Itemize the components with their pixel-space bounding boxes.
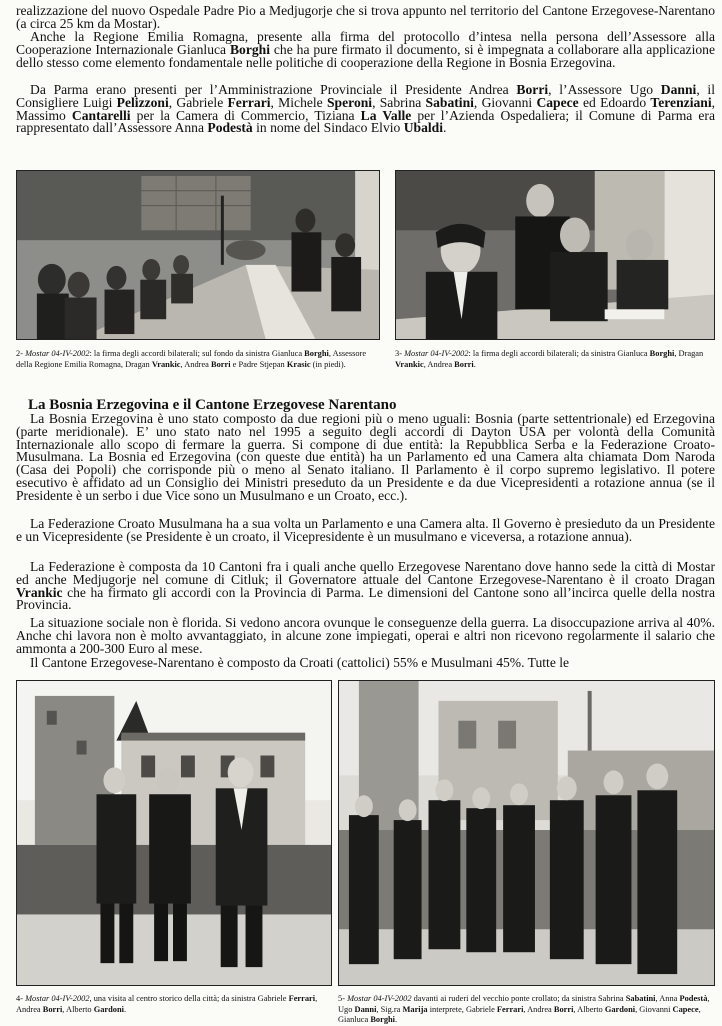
- bold-name: Danni: [660, 82, 697, 97]
- section-paragraph-3: [16, 561, 715, 612]
- bold-name: Borri: [211, 359, 231, 369]
- bold-name: Borghi: [370, 1015, 395, 1025]
- photo-signing-room: [16, 170, 380, 340]
- text-segment: : la firma degli accordi bilaterali; da sinistra Gianluca: [468, 349, 650, 358]
- text-segment: , Giovanni: [473, 94, 537, 110]
- text-segment: , Assessore della Regione Emilia Romagna, Dragan: [16, 349, 367, 369]
- text-segment: La situazione sociale non è florida. Si vedono ancora ovunque le conseguenze della guerra. La disoccupazione arriva al 40%. Anche chi lavora non è molto avvantaggiato, in alcune zone impiegati, operai e altri non ricevono regolarmente il salario che ammonta a 200-300 Euro al mese.: [16, 615, 715, 656]
- text-segment: : la firma degli accordi bilaterali; sul fondo da sinistra Gianluca: [89, 349, 305, 358]
- text-segment: , Sig.ra: [376, 1004, 403, 1014]
- text-segment: per l’Azienda Ospedaliera; il Comune di Parma era rappresentato dall’Assessore Anna: [16, 107, 715, 136]
- text-segment: , Anna: [655, 994, 680, 1003]
- bold-name: Borri: [454, 359, 474, 369]
- text-segment: .: [443, 120, 447, 136]
- caption-photo-2: [16, 349, 380, 370]
- text-segment: , una visita al centro storico della città; da sinistra Gabriele: [89, 994, 289, 1003]
- text-segment: .: [123, 1004, 127, 1014]
- text-segment: , Gabriele: [168, 94, 228, 110]
- bold-name: Sabatini: [425, 94, 474, 110]
- bold-name: Borghi: [649, 349, 675, 358]
- italic-text: Mostar 04-IV-2002: [347, 994, 412, 1003]
- bold-name: Terenziani: [650, 94, 712, 110]
- bold-name: Ubaldi: [403, 120, 444, 136]
- caption-photo-3: [395, 349, 715, 370]
- italic-text: Mostar 04-IV-2002: [25, 349, 90, 358]
- bold-name: Ferrari: [227, 94, 271, 110]
- bold-name: Podestà: [207, 120, 253, 136]
- bold-name: Vrankic: [16, 584, 63, 600]
- bold-name: Speroni: [327, 94, 373, 110]
- text-segment: , Michele: [270, 94, 327, 110]
- bold-name: Danni: [354, 1004, 377, 1014]
- text-segment: Da Parma erano presenti per l’Amministrazione Provinciale il Presidente Andrea: [30, 82, 517, 97]
- photo-signing-closeup: [395, 170, 715, 340]
- bold-name: Cantarelli: [71, 107, 131, 123]
- text-segment: 4-: [16, 994, 26, 1003]
- text-segment: , il Consigliere Luigi: [16, 82, 715, 110]
- bold-name: Pelizzoni: [116, 94, 169, 110]
- bold-name: Capece: [672, 1004, 699, 1014]
- intro-paragraph-2: [16, 31, 715, 69]
- section-heading: La Bosnia Erzegovina e il Cantone Erzegovese Narentano: [28, 397, 397, 413]
- text-segment: La Federazione Croato Musulmana ha a sua volta un Parlamento e una Camera alta. Il Governo è presieduto da un Presidente e un Vicepresidente (se Presidente è un croato, il Vicepresidente è un musulmano e viceversa, a rotazione annua).: [16, 516, 715, 544]
- text-segment: La Federazione è composta da 10 Cantoni fra i quali anche quello Erzegovese Narentano dove hanno sede la città di Mostar ed anche Medjugorje nel comune di Citluk; il Governatore attuale del Cantone Erzegovese-Narentano è il croato Dragan: [16, 559, 715, 587]
- text-segment: , Sabrina: [372, 94, 426, 110]
- text-segment: Il Cantone Erzegovese-Narentano è composto da Croati (cattolici) 55% e Musulmani 45%. Tutte le: [30, 655, 570, 670]
- photo-old-bridge-ruins: [338, 680, 715, 986]
- bold-name: Krasic: [286, 359, 311, 369]
- bold-name: Borri: [553, 1004, 574, 1014]
- text-segment: , Alberto: [573, 1004, 605, 1014]
- text-segment: per la Camera di Commercio, Tiziana: [130, 107, 361, 123]
- text-segment: , Andrea: [180, 359, 211, 369]
- italic-text: Mostar 04-IV-2002: [404, 349, 469, 358]
- text-segment: , Giovanni: [635, 1004, 673, 1014]
- text-segment: , l’Assessore Ugo: [548, 82, 661, 97]
- text-segment: , Andrea: [423, 359, 455, 369]
- text-segment: e Padre Stjepan: [230, 359, 287, 369]
- bold-name: Sabatini: [625, 994, 656, 1003]
- bold-name: Gardoni: [93, 1004, 124, 1014]
- bold-name: Gardoni: [604, 1004, 636, 1014]
- text-segment: La Bosnia Erzegovina è uno stato composto da due regioni più o meno uguali: Bosnia (parte settentrionale) ed Erzegovina (parte meridionale). E’ uno stato nato nel 1995 a seguito degli accordi di Dayton USA per volontà della Comunità Internazionale allo scopo di fermare la guerra. Si compone di due entità: la Repubblica Serba e la Federazione Croato-Musulmana. La Bosnia ed Erzegovina (con queste due entità) ha un Parlamento ed una Camera alta chiamata Dom Naroda (Casa dei Popoli) che corrisponde più o meno al Senato italiano. Il Parlamento è il corpo supremo legislativo. Il potere esecutivo è affidato ad un Consiglio dei Ministri preseduto da un Presidente e da due Vicepresidenti a rotazione annua (se il Presidente è un serbo i due Vice sono un Musulmano e un Croato, ecc.).: [16, 411, 715, 503]
- bold-name: Borghi: [229, 41, 270, 57]
- text-segment: , Massimo: [16, 94, 716, 123]
- bold-name: Vrankic: [151, 359, 181, 369]
- bold-name: Borghi: [304, 349, 329, 358]
- bold-name: Ferrari: [496, 1004, 524, 1014]
- section-paragraph-4: [16, 617, 715, 655]
- text-segment: 3-: [395, 349, 405, 358]
- italic-text: Mostar 04-IV-2002: [25, 994, 90, 1003]
- bold-name: La Valle: [360, 107, 412, 123]
- text-segment: che ha pure firmato il documento, si è impegnata a collaborare alla applicazione dello stesso come elemento fondamentale nelle politiche di cooperazione della Regione in Bosnia Erzegovina.: [16, 41, 715, 70]
- text-segment: (in piedi).: [310, 359, 346, 369]
- bold-name: Marija: [402, 1004, 428, 1014]
- text-segment: ed Edoardo: [578, 94, 651, 110]
- text-segment: , Gianluca: [338, 1004, 701, 1025]
- text-segment: , Andrea: [523, 1004, 554, 1014]
- text-segment: , Andrea: [16, 994, 318, 1014]
- bold-name: Podestà: [679, 994, 708, 1003]
- text-segment: realizzazione del nuovo Ospedale Padre Pio a Medjugorje che si trova appunto nel territorio del Cantone Erzegovese-Narentano (a circa 25 km da Mostar).: [16, 3, 715, 31]
- text-segment: 5-: [338, 994, 348, 1003]
- caption-photo-5: [338, 994, 715, 1026]
- text-segment: davanti ai ruderi del vecchio ponte crollato; da sinistra Sabrina: [411, 994, 626, 1003]
- intro-paragraph-1: [16, 5, 715, 31]
- bold-name: Borri: [42, 1004, 63, 1014]
- text-segment: Anche la Regione Emilia Romagna, presente alla firma del protocollo d’intesa nella persona dell’Assessore alla Cooperazione Internazionale Gianluca: [16, 29, 715, 57]
- bold-name: Vrankic: [395, 359, 424, 369]
- text-segment: 2-: [16, 349, 26, 358]
- intro-paragraph-3: [16, 84, 715, 135]
- bold-name: Ferrari: [288, 994, 316, 1003]
- text-segment: .: [473, 359, 476, 369]
- text-segment: che ha firmato gli accordi con la Provincia di Parma. Le dimensioni del Cantone sono all’incirca quelle della nostra Provincia.: [16, 584, 715, 613]
- bold-name: Capece: [536, 94, 579, 110]
- text-segment: , Alberto: [62, 1004, 94, 1014]
- section-paragraph-1: [16, 413, 715, 503]
- text-segment: in nome del Sindaco Elvio: [252, 120, 404, 136]
- text-segment: .: [395, 1015, 398, 1025]
- text-segment: , Dragan: [674, 349, 704, 358]
- text-segment: interprete, Gabriele: [427, 1004, 497, 1014]
- text-segment: , Ugo: [338, 994, 710, 1014]
- bold-name: Borri: [516, 82, 549, 97]
- section-paragraph-5: [16, 657, 715, 670]
- photo-old-town-visit: [16, 680, 332, 986]
- caption-photo-4: [16, 994, 332, 1015]
- section-paragraph-2: [16, 518, 715, 544]
